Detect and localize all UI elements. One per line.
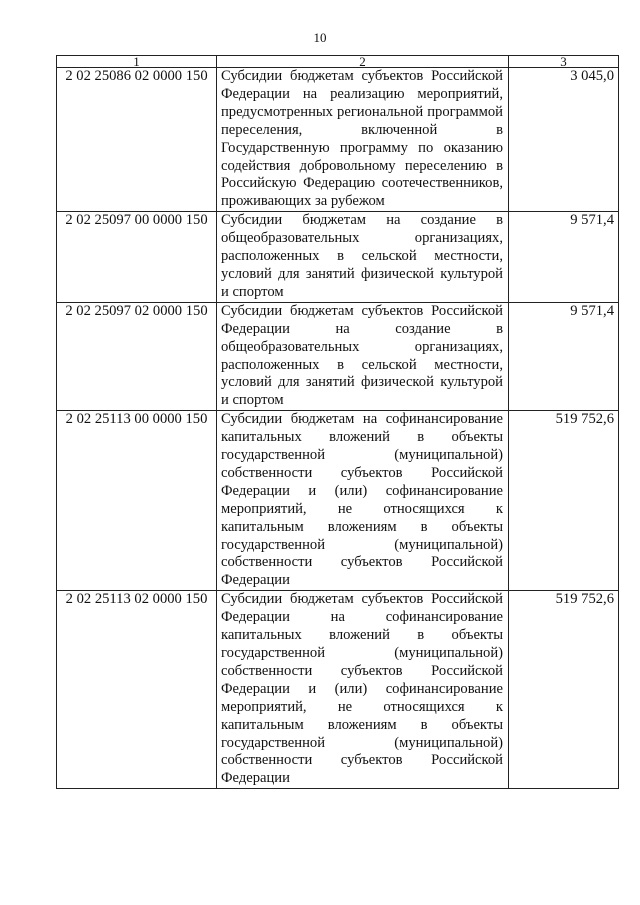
- budget-amount-cell: 9 571,4: [509, 302, 619, 410]
- budget-table: [56, 55, 619, 789]
- table-row: [57, 411, 619, 591]
- table-row: [57, 212, 619, 303]
- table-row: [57, 68, 619, 212]
- budget-code-cell: 2 02 25097 02 0000 150: [57, 302, 217, 410]
- column-header-code: 1: [57, 56, 217, 68]
- column-header-amount: 3: [509, 56, 619, 68]
- budget-name-cell: Субсидии бюджетам на софинансирование капитальных вложений в объекты государственной (муниципальной) собственности субъектов Российской Федерации и (или) софинансирование мероприятий, не относящихся к капитальным вложениям в объекты государственной (муниципальной) собственности субъектов Российской Федерации: [217, 411, 509, 591]
- budget-code-cell: 2 02 25097 00 0000 150: [57, 212, 217, 303]
- budget-code-cell: 2 02 25113 02 0000 150: [57, 591, 217, 789]
- budget-name-cell: Субсидии бюджетам на создание в общеобразовательных организациях, расположенных в сельской местности, условий для занятий физической культурой и спортом: [217, 212, 509, 303]
- budget-name-cell: Субсидии бюджетам субъектов Российской Федерации на софинансирование капитальных вложений в объекты государственной (муниципальной) собственности субъектов Российской Федерации и (или) софинансирование мероприятий, не относящихся к капитальным вложениям в объекты государственной (муниципальной) собственности субъектов Российской Федерации: [217, 591, 509, 789]
- table-row: [57, 302, 619, 410]
- budget-code-cell: 2 02 25113 00 0000 150: [57, 411, 217, 591]
- budget-code-cell: 2 02 25086 02 0000 150: [57, 68, 217, 212]
- table-header-row: [57, 56, 619, 68]
- column-header-name: 2: [217, 56, 509, 68]
- budget-amount-cell: 519 752,6: [509, 591, 619, 789]
- budget-name-cell: Субсидии бюджетам субъектов Российской Федерации на создание в общеобразовательных организациях, расположенных в сельской местности, условий для занятий физической культурой и спортом: [217, 302, 509, 410]
- budget-amount-cell: 519 752,6: [509, 411, 619, 591]
- budget-amount-cell: 3 045,0: [509, 68, 619, 212]
- page-number: 10: [313, 30, 327, 45]
- budget-name-cell: Субсидии бюджетам субъектов Российской Федерации на реализацию мероприятий, предусмотренных региональной программой переселения, включенной в Государственную программу по оказанию содействия добровольному переселению в Российскую Федерацию соотечественников, проживающих за рубежом: [217, 68, 509, 212]
- table-row: [57, 591, 619, 789]
- budget-amount-cell: 9 571,4: [509, 212, 619, 303]
